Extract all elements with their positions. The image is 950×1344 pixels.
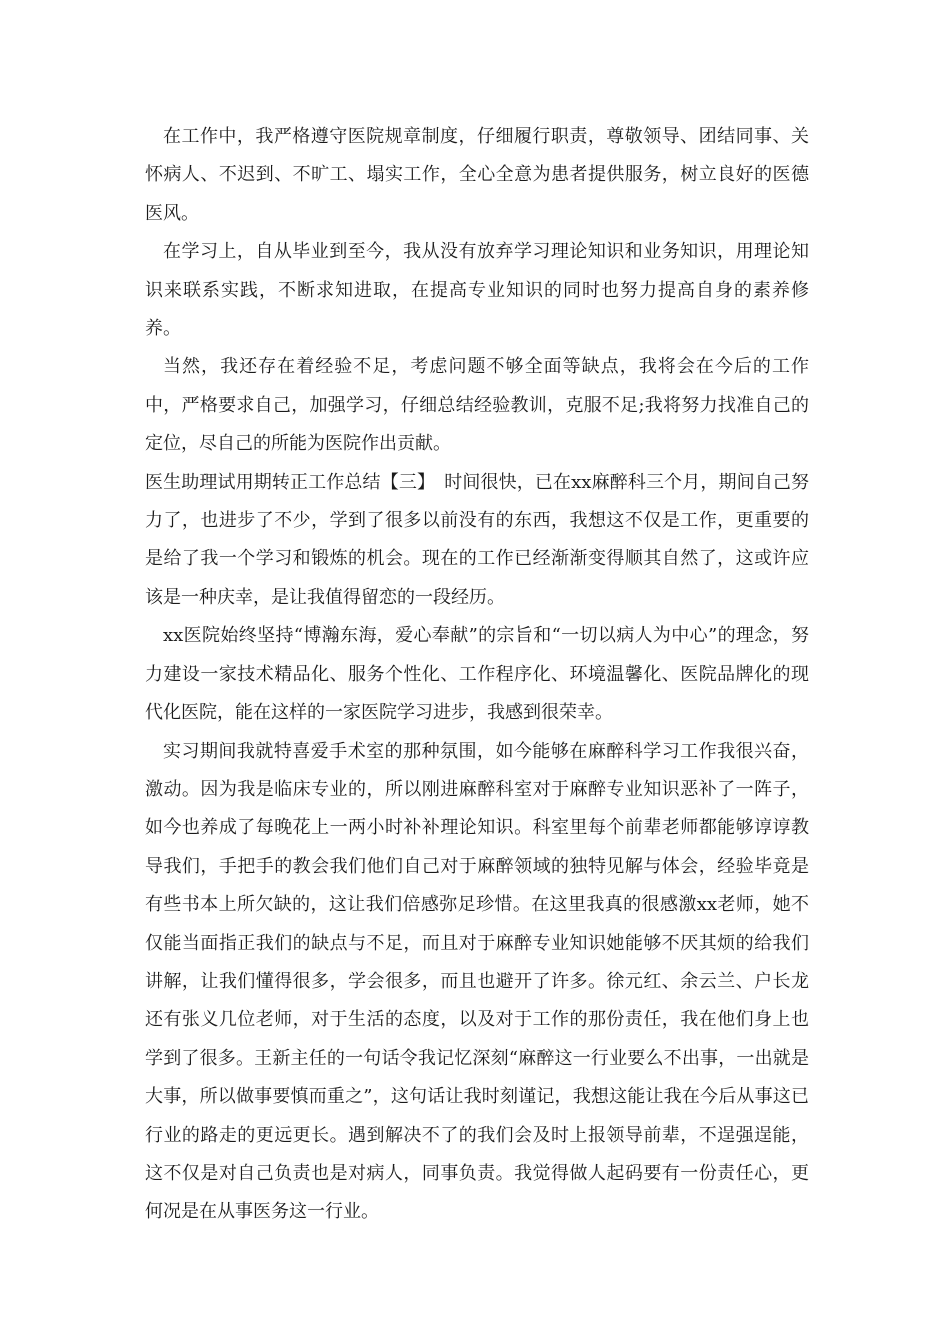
paragraph-section-three	[145, 464, 809, 618]
paragraph-hospital-philosophy: xx医院始终坚持“博瀚东海，爱心奉献”的宗旨和“一切以病人为中心”的理念，努力建设一家技术精品化、服务个性化、工作程序化、环境温馨化、医院品牌化的现代化医院，能在这样的一家医院学习进步，我感到很荣幸。	[145, 625, 809, 724]
document-body	[145, 118, 809, 1232]
paragraph-internship: 实习期间我就特喜爱手术室的那种氛围，如今能够在麻醉科学习工作我很兴奋，激动。因为我是临床专业的，所以刚进麻醉科室对于麻醉专业知识恶补了一阵子，如今也养成了每晚花上一两小时补补理论知识。科室里每个前辈老师都能够谆谆教导我们，手把手的教会我们他们自己对于麻醉领域的独特见解与体会，经验毕竟是有些书本上所欠缺的，这让我们倍感弥足珍惜。在这里我真的很感激xx老师，她不仅能当面指正我们的缺点与不足，而且对于麻醉专业知识她能够不厌其烦的给我们讲解，让我们懂得很多，学会很多，而且也避开了许多。徐元红、余云兰、户长龙还有张义几位老师，对于生活的态度，以及对于工作的那份责任，我在他们身上也学到了很多。王新主任的一句话令我记忆深刻“麻醉这一行业要么不出事，一出就是大事，所以做事要慎而重之”，这句话让我时刻谨记，我想这能让我在今后从事这已行业的路走的更远更长。遇到解决不了的我们会及时上报领导前辈，不逞强逞能，这不仅是对自己负责也是对病人，同事负责。我觉得做人起码要有一份责任心，更何况是在从事医务这一行业。	[145, 740, 809, 1223]
paragraph-study: 在学习上，自从毕业到至今，我从没有放弃学习理论知识和业务知识，用理论知识来联系实践，不断求知进取，在提高专业知识的同时也努力提高自身的素养修养。	[145, 241, 809, 340]
section-three-text: 时间很快，已在xx麻醉科三个月，期间自己努力了，也进步了不少，学到了很多以前没有的东西，我想这不仅是工作，更重要的是给了我一个学习和锻炼的机会。现在的工作已经渐渐变得顺其自然了，这或许应该是一种庆幸，是让我值得留恋的一段经历。	[145, 471, 809, 608]
section-heading: 医生助理试用期转正工作总结【三】	[145, 471, 427, 493]
paragraph-shortcomings: 当然，我还存在着经验不足，考虑问题不够全面等缺点，我将会在今后的工作中，严格要求自己，加强学习，仔细总结经验教训，克服不足;我将努力找准自己的定位，尽自己的所能为医院作出贡献。	[145, 356, 809, 455]
paragraph-work-conduct: 在工作中，我严格遵守医院规章制度，仔细履行职责，尊敬领导、团结同事、关怀病人、不迟到、不旷工、塌实工作，全心全意为患者提供服务，树立良好的医德医风。	[145, 126, 809, 224]
